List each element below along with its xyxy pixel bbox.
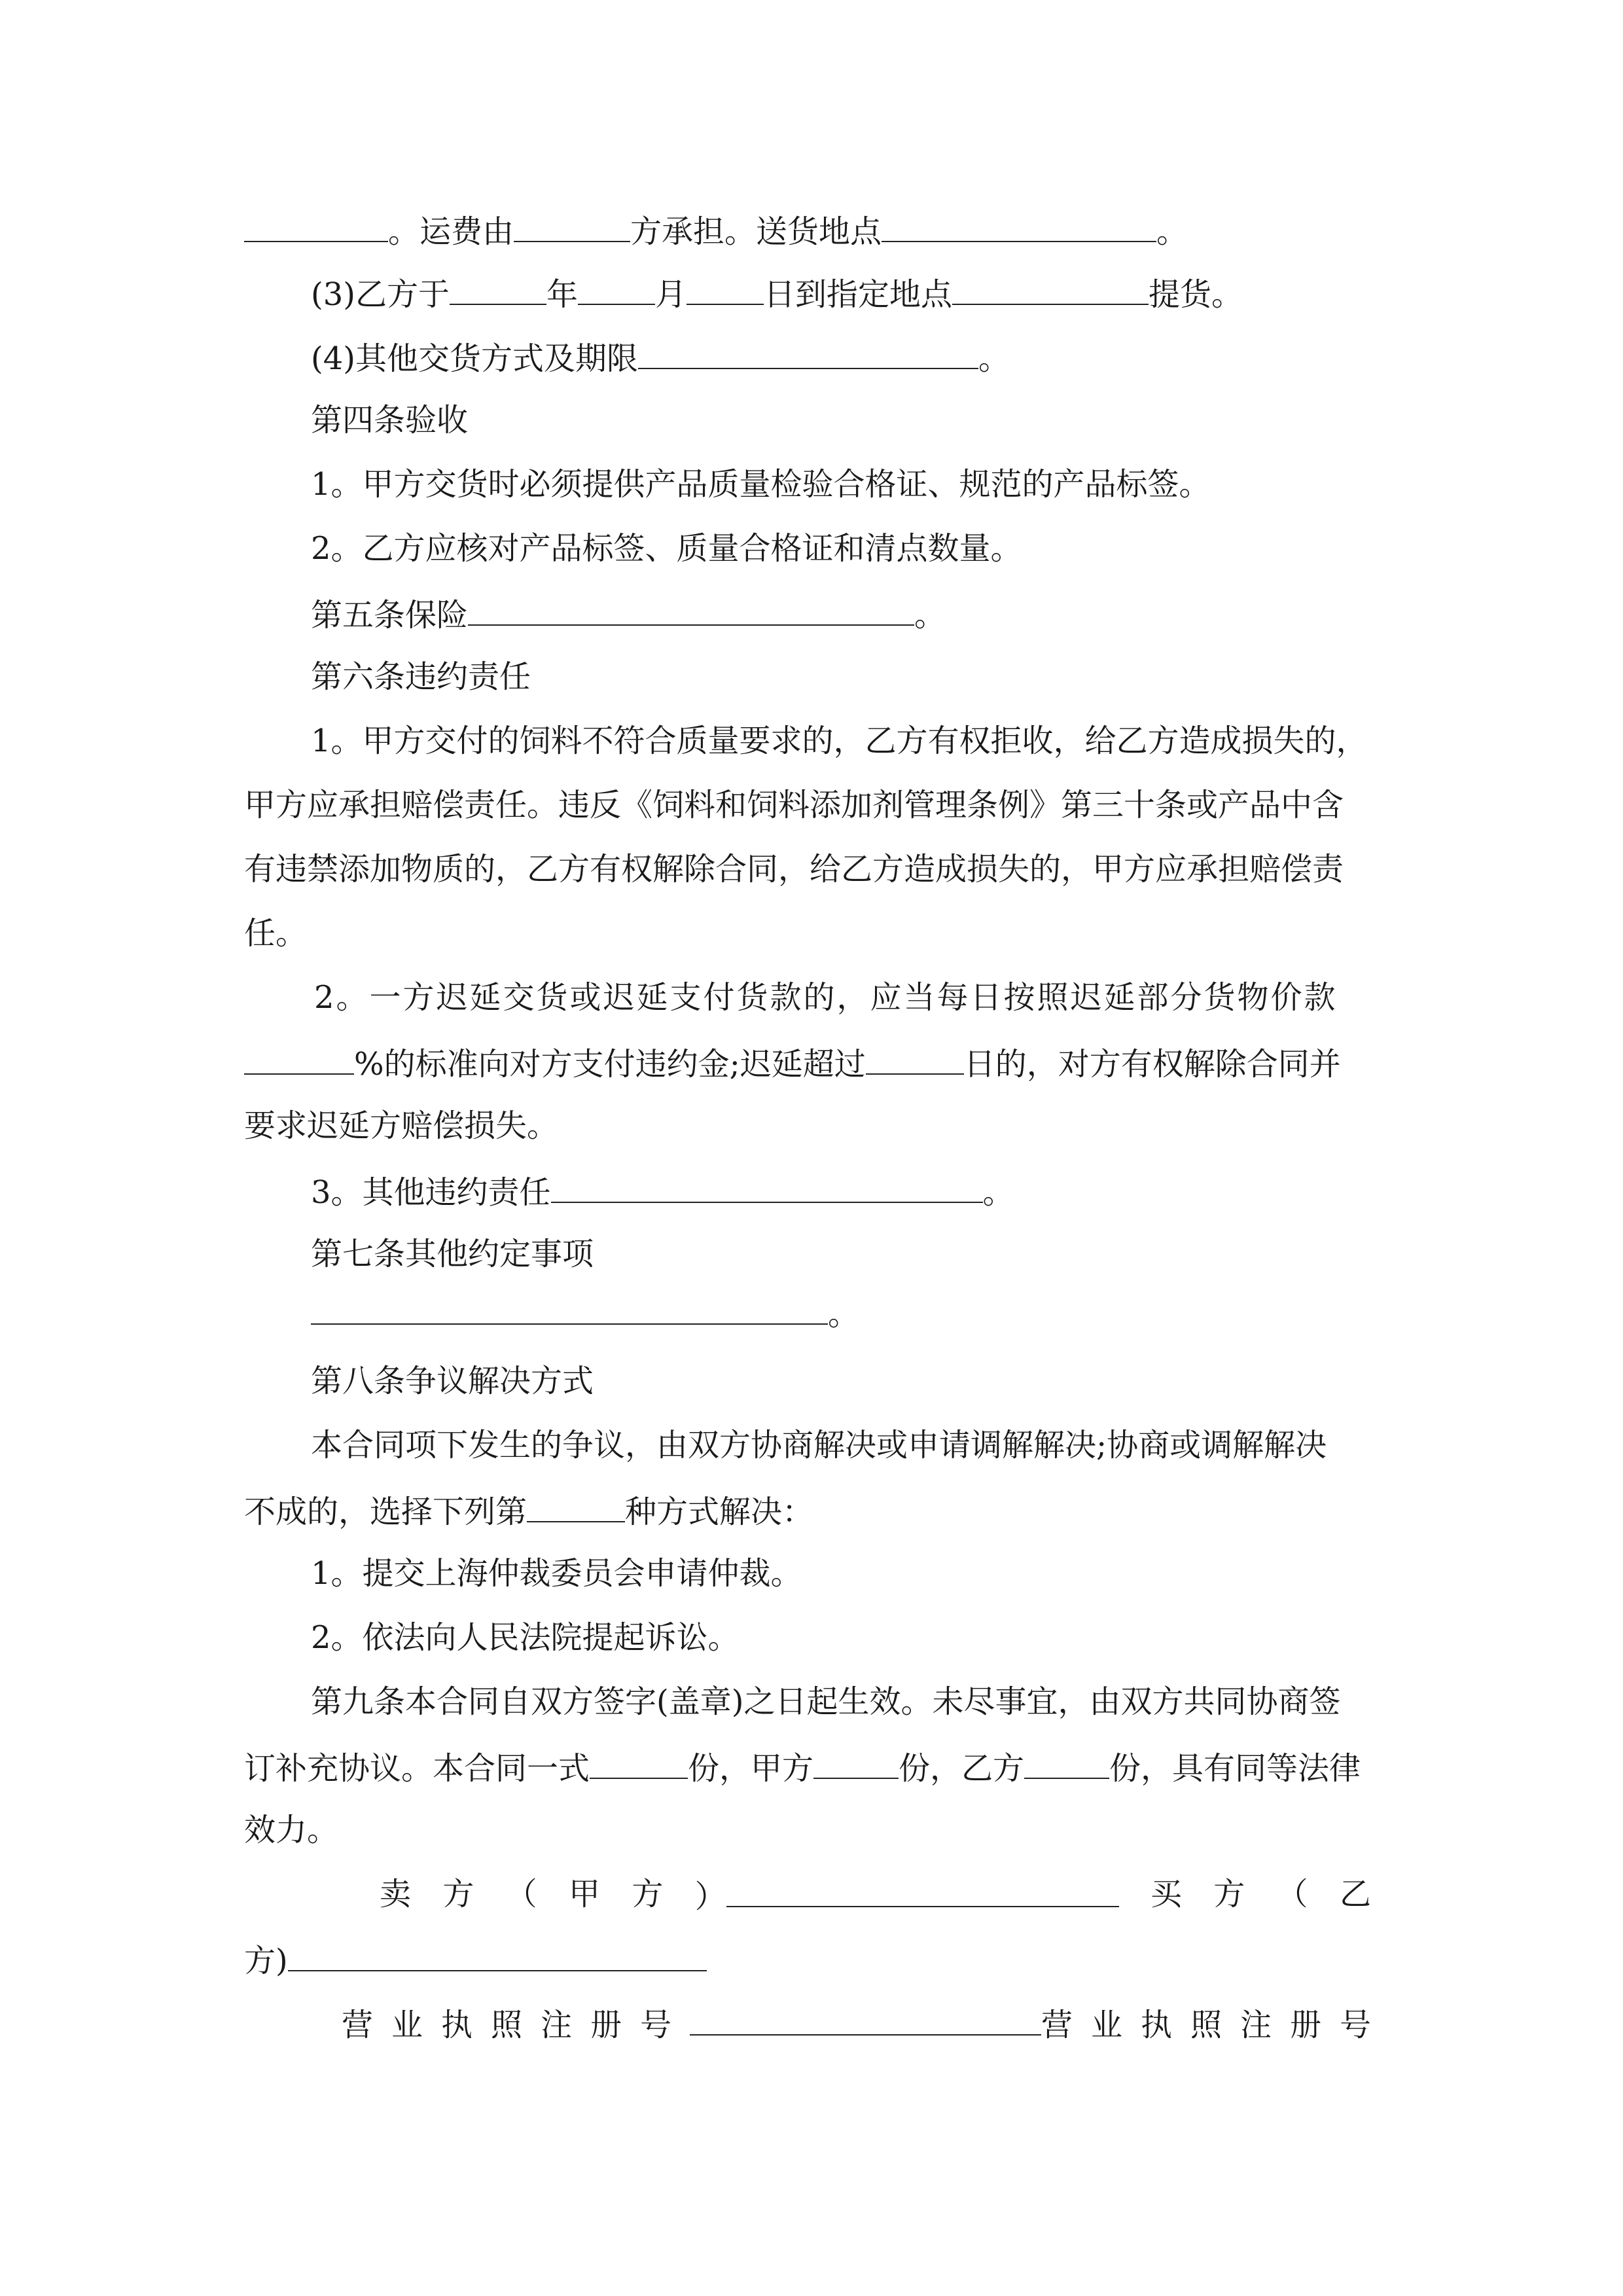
article-9-line-2: 订补充协议。本合同一式 份，甲方 份，乙方 份，具有同等法律 (244, 1745, 1361, 1787)
blank-field (244, 208, 388, 242)
article-6-title: 第六条违约责任 (311, 658, 531, 695)
article-9-line-1: 第九条本合同自双方签字(盖章)之日起生效。未尽事宜，由双方共同协商签 (311, 1683, 1341, 1720)
article-8-title: 第八条争议解决方式 (311, 1363, 594, 1399)
article-4-title: 第四条验收 (311, 402, 469, 439)
other-delivery-clause: (4)其他交货方式及期限 。 (311, 335, 1010, 377)
blank-field (450, 271, 546, 305)
blank-field (726, 1873, 1119, 1907)
article-6-para-1-line-2: 甲方应承担赔偿责任。违反《饲料和饲料添加剂管理条例》第三十条或产品中含 (244, 787, 1344, 823)
article-4-item-2: 2。乙方应核对产品标签、质量合格证和清点数量。 (311, 530, 1022, 567)
blank-field (578, 271, 655, 305)
blank-field (813, 1745, 899, 1779)
article-5: 第五条保险 。 (311, 592, 946, 634)
blank-field (638, 335, 978, 369)
article-8-option-1: 1。提交上海仲裁委员会申请仲裁。 (311, 1555, 802, 1592)
article-8-para-line-2: 不成的，选择下列第 种方式解决： (244, 1488, 813, 1530)
article-8-option-2: 2。依法向人民法院提起诉讼。 (311, 1619, 740, 1656)
blank-field (527, 1488, 625, 1522)
blank-field (311, 1291, 828, 1325)
blank-field (1024, 1745, 1109, 1779)
blank-field (590, 1745, 688, 1779)
blank-field (288, 1937, 707, 1971)
article-7-title: 第七条其他约定事项 (311, 1236, 594, 1272)
article-8-para-line-1: 本合同项下发生的争议，由双方协商解决或申请调解解决;协商或调解解决 (311, 1427, 1327, 1463)
article-6-item-3: 3。其他违约责任 。 (311, 1169, 1014, 1211)
blank-field (514, 208, 630, 242)
blank-field (952, 271, 1149, 305)
blank-field (244, 1041, 354, 1075)
blank-field (687, 271, 764, 305)
blank-field (468, 592, 914, 626)
article-6-para-1-line-4: 任。 (244, 915, 308, 952)
blank-field (866, 1041, 964, 1075)
registration-number-line: 营业执照注册号 营业执照注册号 (342, 2001, 1371, 2043)
article-6-para-2-line-1: 2。一方迟延交货或迟延支付货款的，应当每日按照迟延部分货物价款 (314, 979, 1338, 1016)
seller-signature-field: ） (695, 1873, 1119, 1915)
article-6-para-2-line-3: 要求迟延方赔偿损失。 (244, 1107, 559, 1144)
buyer-signature-field: 方) (244, 1937, 707, 1979)
blank-field (551, 1169, 983, 1203)
delivery-freight-line: 。运费由 方承担。送货地点 。 (244, 208, 1188, 250)
article-6-para-1-line-1: 1。甲方交付的饲料不符合质量要求的，乙方有权拒收，给乙方造成损失的， (311, 723, 1368, 759)
blank-field (690, 2001, 1041, 2036)
article-7-blank-line: 。 (311, 1291, 859, 1333)
article-6-para-1-line-3: 有违禁添加物质的，乙方有权解除合同，给乙方造成损失的，甲方应承担赔偿责 (244, 851, 1344, 888)
article-6-para-2-line-2: %的标准向对方支付违约金;迟延超过 日的，对方有权解除合同并 (244, 1041, 1341, 1083)
article-9-line-3: 效力。 (244, 1812, 339, 1848)
article-4-item-1: 1。甲方交货时必须提供产品质量检验合格证、规范的产品标签。 (311, 466, 1211, 503)
blank-field (882, 208, 1156, 242)
signature-seller-buyer-line: 卖 方 （ 甲 方 ） 买 方 （ 乙 (380, 1873, 1371, 1915)
pickup-clause: (3)乙方于 年 月 日到指定地点 提货。 (311, 271, 1243, 313)
